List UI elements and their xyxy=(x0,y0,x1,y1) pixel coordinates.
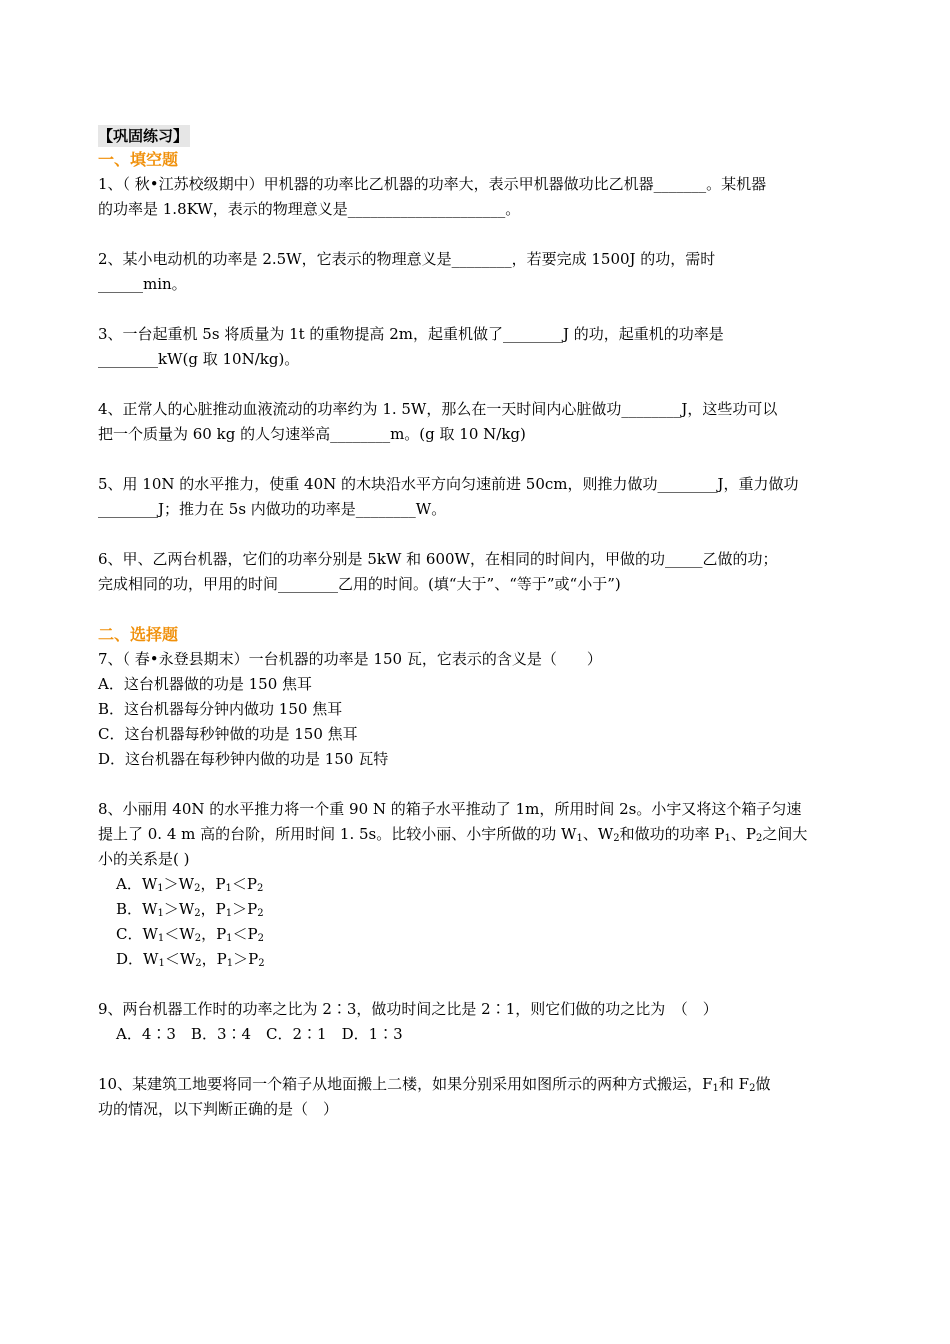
q7-option-c: C．这台机器每秒钟做的功是 150 焦耳 xyxy=(98,725,358,743)
q5-line2: ________J；推力在 5s 内做功的功率是________W。 xyxy=(98,500,447,518)
question-4 xyxy=(98,397,853,447)
q1-line1: 1、（ 秋•江苏校级期中）甲机器的功率比乙机器的功率大，表示甲机器做功比乙机器_______。某机器 xyxy=(98,175,767,193)
q9-options: A．4∶3 B．3∶4 C．2∶1 D．1∶3 xyxy=(116,1025,403,1043)
question-10 xyxy=(98,1072,853,1122)
q4-line1: 4、正常人的心脏推动血液流动的功率约为 1. 5W，那么在一天时间内心脏做功________J，这些功可以 xyxy=(98,400,778,418)
q6-line2: 完成相同的功，甲用的时间________乙用的时间。(填“大于”、“等于”或“小于”) xyxy=(98,575,621,593)
q7-stem: 7、（ 春•永登县期末）一台机器的功率是 150 瓦，它表示的含义是（ ） xyxy=(98,650,602,668)
q6-line1: 6、甲、乙两台机器，它们的功率分别是 5kW 和 600W，在相同的时间内，甲做的功_____乙做的功； xyxy=(98,550,778,568)
q8-line3: 小的关系是( ) xyxy=(98,850,190,868)
q7-option-b: B．这台机器每分钟内做功 150 焦耳 xyxy=(98,700,343,718)
q5-line1: 5、用 10N 的水平推力，使重 40N 的木块沿水平方向匀速前进 50cm，则推力做功________J，重力做功 xyxy=(98,475,799,493)
q10-line1: 10、某建筑工地要将同一个箱子从地面搬上二楼，如果分别采用如图所示的两种方式搬运，$F_1$和 $F_2$做 xyxy=(98,1075,771,1094)
question-6 xyxy=(98,547,853,597)
q7-option-a: A．这台机器做的功是 150 焦耳 xyxy=(98,675,313,693)
question-2 xyxy=(98,247,853,297)
q2-line2: ______min。 xyxy=(98,275,187,293)
question-1 xyxy=(98,172,853,222)
document-page xyxy=(98,125,853,1122)
q1-line2: 的功率是 1.8KW，表示的物理意义是_____________________。 xyxy=(98,200,521,218)
practice-header xyxy=(98,125,853,147)
q8-option-c: C．$W_1<W_2$，$P_1<P_2$ xyxy=(116,925,265,944)
q3-line1: 3、一台起重机 5s 将质量为 1t 的重物提高 2m，起重机做了________J 的功，起重机的功率是 xyxy=(98,325,724,343)
section-choice-title: 二、选择题 xyxy=(98,625,179,644)
q9-stem: 9、两台机器工作时的功率之比为 2∶3，做功时间之比是 2∶1，则它们做的功之比为 （ ） xyxy=(98,1000,718,1018)
q8-line2: 提上了 0. 4 m 高的台阶，所用时间 1. 5s。比较小丽、小宇所做的功 $W_1$、$W_2$和做功的功率 $P_1$、$P_2$之间大 xyxy=(98,825,808,844)
q7-option-d: D．这台机器在每秒钟内做的功是 150 瓦特 xyxy=(98,750,389,768)
question-7 xyxy=(98,647,853,772)
section-fill-blank-title: 一、填空题 xyxy=(98,150,179,169)
practice-title: 【巩固练习】 xyxy=(98,127,189,145)
question-3 xyxy=(98,322,853,372)
q8-option-d: D．$W_1<W_2$，$P_1>P_2$ xyxy=(116,950,265,969)
q2-line1: 2、某小电动机的功率是 2.5W，它表示的物理意义是________，若要完成 1500J 的功，需时 xyxy=(98,250,716,268)
question-8 xyxy=(98,797,853,972)
q3-line2: ________kW(g 取 10N/kg)。 xyxy=(98,350,300,368)
q8-line1: 8、小丽用 40N 的水平推力将一个重 90 N 的箱子水平推动了 1m，所用时间 2s。小宇又将这个箱子匀速 xyxy=(98,800,802,818)
question-5 xyxy=(98,472,853,522)
q10-line2: 功的情况，以下判断正确的是（ ） xyxy=(98,1100,339,1118)
q4-line2: 把一个质量为 60 kg 的人匀速举高________m。(g 取 10 N/kg) xyxy=(98,425,526,443)
q8-option-a: A．$W_1>W_2$，$P_1<P_2$ xyxy=(116,875,264,894)
q8-option-b: B．$W_1>W_2$，$P_1>P_2$ xyxy=(116,900,264,919)
question-9 xyxy=(98,997,853,1047)
